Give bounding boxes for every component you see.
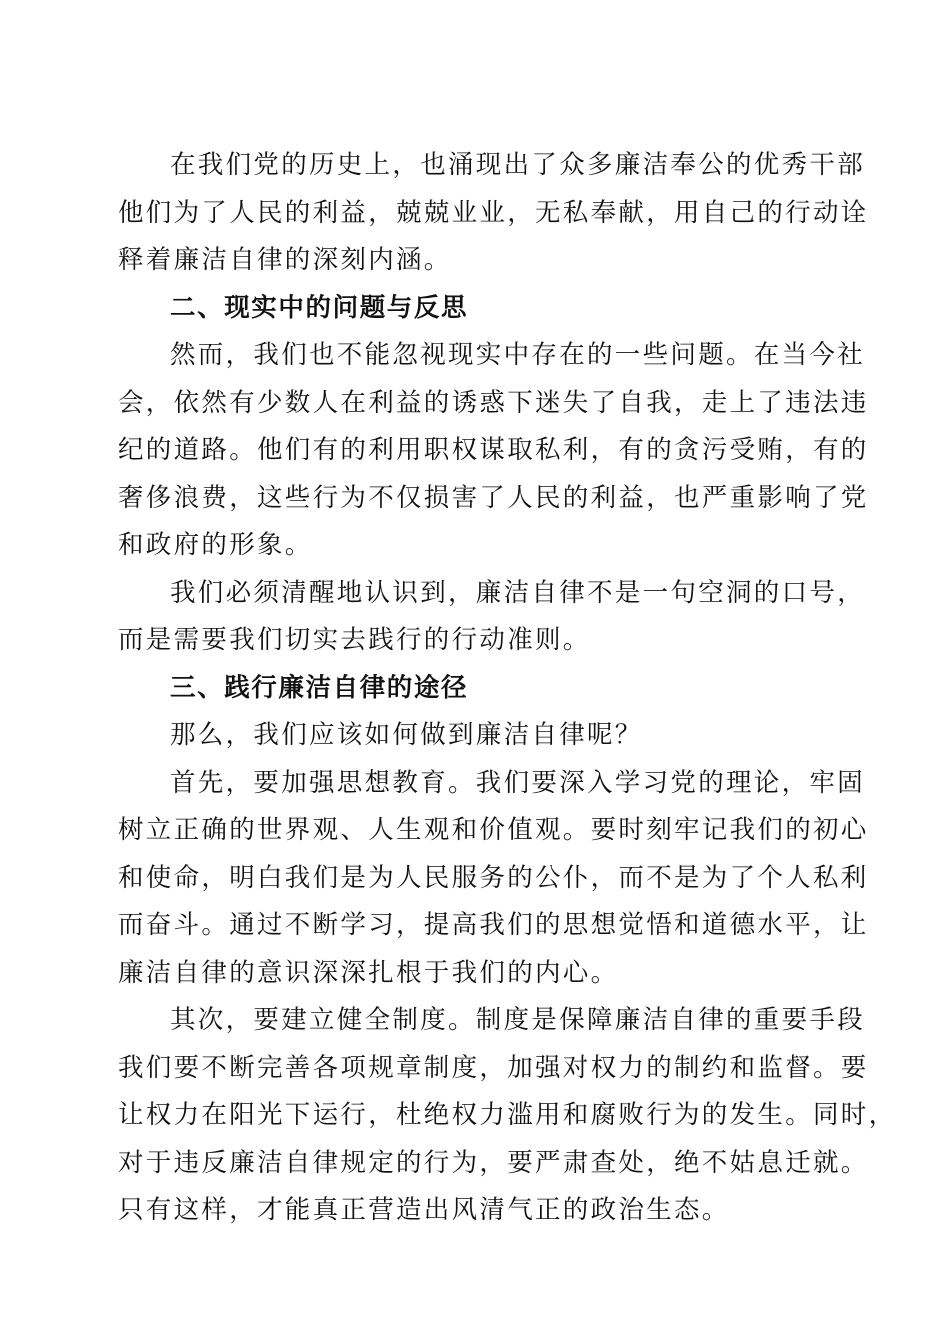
paragraph-line: 奢侈浪费，这些行为不仅损害了人民的利益，也严重影响了党: [118, 482, 869, 513]
paragraph-line: 和使命，明白我们是为人民服务的公仆，而不是为了个人私利: [118, 862, 869, 893]
paragraph-line: 那么，我们应该如何做到廉洁自律呢？: [170, 720, 643, 750]
paragraph-line: 和政府的形象。: [118, 530, 313, 560]
paragraph-line: 他们为了人民的利益，兢兢业业，无私奉献，用自己的行动诠: [118, 197, 869, 228]
paragraph-line: 释着廉洁自律的深刻内涵。: [118, 245, 452, 275]
paragraph-line: 其次，要建立健全制度。制度是保障廉洁自律的重要手段: [170, 1005, 866, 1035]
paragraph-line: 廉洁自律的意识深深扎根于我们的内心。: [118, 957, 619, 988]
paragraph-line: 让权力在阳光下运行，杜绝权力滥用和腐败行为的发生。同时，: [118, 1100, 897, 1130]
paragraph-line: 首先，要加强思想教育。我们要深入学习党的理论，牢固: [170, 767, 866, 798]
paragraph-line: 而是需要我们切实去践行的行动准则。: [118, 625, 591, 655]
paragraph-line: 然而，我们也不能忽视现实中存在的一些问题。在当今社: [170, 340, 866, 370]
section-heading: 二、现实中的问题与反思: [170, 292, 469, 323]
paragraph-line: 我们必须清醒地认识到，廉洁自律不是一句空洞的口号，: [170, 577, 866, 608]
paragraph-line: 纪的道路。他们有的利用职权谋取私利，有的贪污受贿，有的: [118, 435, 869, 465]
paragraph-line: 会，依然有少数人在利益的诱惑下迷失了自我，走上了违法违: [118, 387, 869, 418]
section-heading: 三、践行廉洁自律的途径: [170, 672, 469, 703]
paragraph-line: 在我们党的历史上，也涌现出了众多廉洁奉公的优秀干部: [170, 150, 866, 180]
document-body: [118, 142, 897, 1235]
paragraph-line: 而奋斗。通过不断学习，提高我们的思想觉悟和道德水平，让: [118, 910, 869, 940]
paragraph-line: 我们要不断完善各项规章制度，加强对权力的制约和监督。要: [118, 1052, 869, 1083]
paragraph-line: 对于违反廉洁自律规定的行为，要严肃查处，绝不姑息迁就。: [118, 1147, 869, 1178]
paragraph-line: 树立正确的世界观、人生观和价值观。要时刻牢记我们的初心: [118, 815, 869, 845]
paragraph-line: 只有这样，才能真正营造出风清气正的政治生态。: [118, 1195, 730, 1225]
